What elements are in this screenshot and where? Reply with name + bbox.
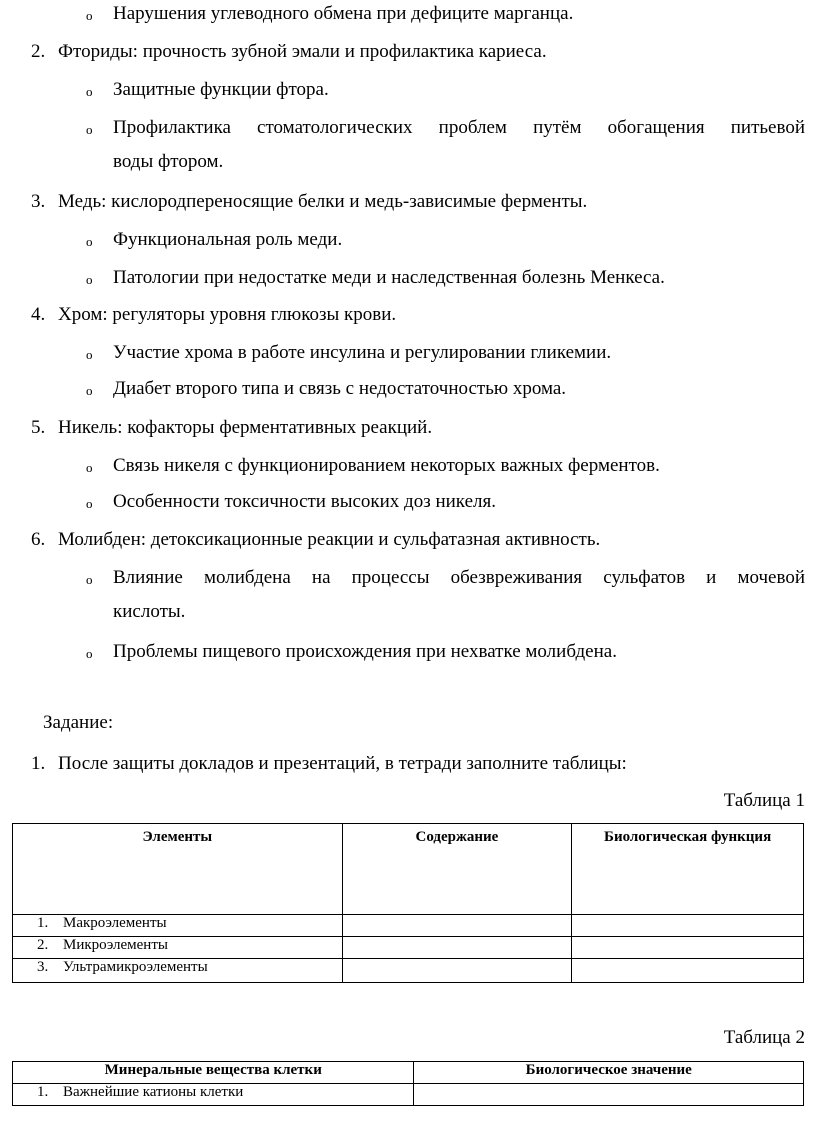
table2-caption: Таблица 2: [723, 1027, 805, 1048]
table1-caption: Таблица 1: [723, 790, 805, 811]
section-title: Никель: кофакторы ферментативных реакций.: [58, 417, 433, 438]
table1-header-content: Содержание: [342, 824, 572, 915]
list-item: Диабет второго типа и связь с недостаточностью хрома.: [113, 378, 567, 399]
row-number: 1.: [37, 915, 49, 931]
bullet-icon: o: [86, 383, 93, 398]
list-item: Особенности токсичности высоких доз никеля.: [113, 491, 496, 512]
bullet-icon: o: [86, 347, 93, 362]
table-cell: [342, 959, 572, 983]
bullet-icon: o: [86, 272, 93, 287]
table-cell: [13, 915, 343, 937]
bullet-icon: o: [86, 84, 93, 99]
bullet-icon: o: [86, 122, 93, 137]
task-text: После защиты докладов и презентаций, в тетради заполните таблицы:: [58, 753, 627, 774]
table-row: [13, 915, 804, 937]
row-label: Макроэлементы: [63, 915, 167, 931]
table-cell: [414, 1084, 804, 1106]
list-item: Защитные функции фтора.: [113, 79, 329, 100]
table-row: [13, 959, 804, 983]
table-row: [13, 1084, 804, 1106]
row-number: 3.: [37, 959, 49, 975]
row-number: 1.: [37, 1084, 49, 1100]
list-item: Функциональная роль меди.: [113, 229, 343, 250]
list-item: Нарушения углеводного обмена при дефиците марганца.: [113, 3, 574, 24]
section-title: Медь: кислородпереносящие белки и медь-зависимые ферменты.: [58, 191, 588, 212]
bullet-icon: o: [86, 572, 93, 587]
table-cell: [342, 937, 572, 959]
list-item: Профилактика стоматологических проблем путём обогащения питьевой: [113, 117, 805, 138]
section-number: 2.: [31, 41, 46, 62]
bullet-icon: o: [86, 460, 93, 475]
table-row: [13, 937, 804, 959]
table-cell: [13, 1084, 414, 1106]
section-number: 3.: [31, 191, 46, 212]
section-title: Хром: регуляторы уровня глюкозы крови.: [58, 304, 397, 325]
table2-header-significance: Биологическое значение: [414, 1062, 804, 1084]
list-item: Влияние молибдена на процессы обезвреживания сульфатов и мочевой: [113, 567, 805, 588]
list-item-continuation: кислоты.: [113, 601, 186, 622]
section-title: Молибден: детоксикационные реакции и сульфатазная активность.: [58, 529, 601, 550]
row-label: Ультрамикроэлементы: [63, 959, 208, 975]
table1-header-function: Биологическая функция: [572, 824, 804, 915]
table1-header-elements: Элементы: [13, 824, 343, 915]
table-cell: [572, 959, 804, 983]
list-item: Участие хрома в работе инсулина и регулировании гликемии.: [113, 342, 612, 363]
table-cell: [572, 937, 804, 959]
section-number: 5.: [31, 417, 46, 438]
row-label: Важнейшие катионы клетки: [63, 1084, 244, 1100]
bullet-icon: o: [86, 8, 93, 23]
row-number: 2.: [37, 937, 49, 953]
list-item: Патологии при недостатке меди и наследственная болезнь Менкеса.: [113, 267, 665, 288]
task-number: 1.: [31, 753, 46, 774]
table2: [12, 1061, 804, 1106]
list-item: Проблемы пищевого происхождения при нехватке молибдена.: [113, 641, 617, 662]
bullet-icon: o: [86, 496, 93, 511]
task-heading: Задание:: [43, 712, 114, 733]
row-label: Микроэлементы: [63, 937, 168, 953]
table-cell: [13, 937, 343, 959]
section-number: 4.: [31, 304, 46, 325]
section-title: Фториды: прочность зубной эмали и профилактика кариеса.: [58, 41, 547, 62]
bullet-icon: o: [86, 646, 93, 661]
section-number: 6.: [31, 529, 46, 550]
list-item-continuation: воды фтором.: [113, 151, 224, 172]
table2-header-substances: Минеральные вещества клетки: [13, 1062, 414, 1084]
table-cell: [342, 915, 572, 937]
table-cell: [572, 915, 804, 937]
bullet-icon: o: [86, 234, 93, 249]
table-cell: [13, 959, 343, 983]
table1: [12, 823, 804, 983]
list-item: Связь никеля с функционированием некоторых важных ферментов.: [113, 455, 660, 476]
